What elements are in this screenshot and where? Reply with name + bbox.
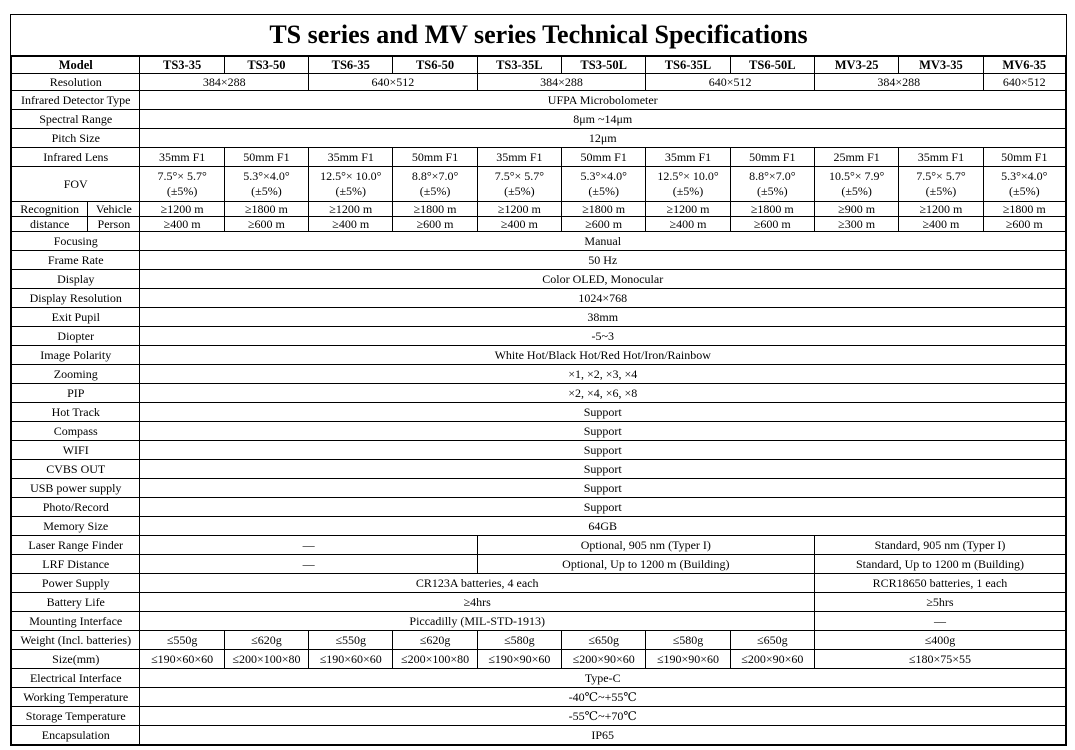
row-label: Focusing <box>12 232 140 251</box>
cell-value: -5~3 <box>140 327 1066 346</box>
table-row <box>12 422 1066 441</box>
cell-value: IP65 <box>140 726 1066 745</box>
row-label: Power Supply <box>12 574 140 593</box>
cell-value: ≤200×90×60 <box>730 650 814 669</box>
row-label: LRF Distance <box>12 555 140 574</box>
fov-value: 12.5°× 10.0° <box>320 169 382 183</box>
table-row <box>12 167 1066 202</box>
fov-cell <box>562 167 646 202</box>
page-title: TS series and MV series Technical Specifications <box>11 15 1066 56</box>
table-row <box>12 57 1066 74</box>
fov-cell <box>899 167 983 202</box>
table-row <box>12 308 1066 327</box>
fov-tolerance: (±5%) <box>504 184 535 198</box>
cell-value: ≥1800 m <box>730 202 814 217</box>
row-label: Infrared Detector Type <box>12 91 140 110</box>
model-header: MV6-35 <box>983 57 1065 74</box>
cell-value: 12μm <box>140 129 1066 148</box>
fov-value: 5.3°×4.0° <box>1001 169 1048 183</box>
cell-value: ≤200×100×80 <box>224 650 308 669</box>
cell-value: ×2, ×4, ×6, ×8 <box>140 384 1066 403</box>
cell-value: 50 Hz <box>140 251 1066 270</box>
cell-value: — <box>814 612 1065 631</box>
table-row <box>12 289 1066 308</box>
table-row <box>12 555 1066 574</box>
row-label: Working Temperature <box>12 688 140 707</box>
table-row <box>12 441 1066 460</box>
cell-value: Support <box>140 460 1066 479</box>
table-row <box>12 403 1066 422</box>
cell-value: ≥400 m <box>309 217 393 232</box>
cell-value: Optional, 905 nm (Typer I) <box>477 536 814 555</box>
table-row <box>12 536 1066 555</box>
table-row <box>12 129 1066 148</box>
cell-value: RCR18650 batteries, 1 each <box>814 574 1065 593</box>
cell-value: ≤650g <box>730 631 814 650</box>
cell-value: CR123A batteries, 4 each <box>140 574 815 593</box>
row-label: Mounting Interface <box>12 612 140 631</box>
row-label: Frame Rate <box>12 251 140 270</box>
fov-tolerance: (±5%) <box>925 184 957 198</box>
fov-tolerance: (±5%) <box>672 184 704 198</box>
cell-value: ≥1200 m <box>646 202 730 217</box>
table-row <box>12 631 1066 650</box>
fov-tolerance: (±5%) <box>1009 184 1040 198</box>
cell-value: 50mm F1 <box>562 148 646 167</box>
model-header: TS6-50 <box>393 57 477 74</box>
cell-value: 35mm F1 <box>646 148 730 167</box>
cell-value: ≥900 m <box>814 202 898 217</box>
model-header: TS3-35L <box>477 57 561 74</box>
table-row <box>12 365 1066 384</box>
table-row <box>12 593 1066 612</box>
cell-value: ≥1800 m <box>224 202 308 217</box>
row-label: FOV <box>12 167 140 202</box>
cell-value: ≥400 m <box>140 217 224 232</box>
cell-value: ≥4hrs <box>140 593 815 612</box>
model-header: TS6-35L <box>646 57 730 74</box>
cell-value: 384×288 <box>140 74 309 91</box>
row-label: Electrical Interface <box>12 669 140 688</box>
model-header: MV3-25 <box>814 57 898 74</box>
fov-value: 7.5°× 5.7° <box>494 169 545 183</box>
cell-value: Support <box>140 479 1066 498</box>
table-row <box>12 384 1066 403</box>
table-row <box>12 217 1066 232</box>
table-row <box>12 574 1066 593</box>
cell-value: ≥400 m <box>646 217 730 232</box>
cell-value: Type-C <box>140 669 1066 688</box>
row-label: Resolution <box>12 74 140 91</box>
cell-value: 50mm F1 <box>224 148 308 167</box>
table-row <box>12 460 1066 479</box>
cell-value: ≥600 m <box>393 217 477 232</box>
cell-value: Support <box>140 441 1066 460</box>
row-label: Laser Range Finder <box>12 536 140 555</box>
fov-tolerance: (±5%) <box>166 184 198 198</box>
cell-value: ≤620g <box>224 631 308 650</box>
cell-value: 35mm F1 <box>309 148 393 167</box>
cell-value: ≤190×60×60 <box>309 650 393 669</box>
fov-cell <box>983 167 1065 202</box>
fov-value: 8.8°×7.0° <box>411 169 459 183</box>
fov-cell <box>140 167 224 202</box>
cell-value: Optional, Up to 1200 m (Building) <box>477 555 814 574</box>
cell-value: ≤650g <box>562 631 646 650</box>
fov-value: 10.5°× 7.9° <box>828 169 885 183</box>
fov-tolerance: (±5%) <box>588 184 619 198</box>
table-row <box>12 612 1066 631</box>
cell-value: 35mm F1 <box>477 148 561 167</box>
cell-value: 640×512 <box>309 74 478 91</box>
table-row <box>12 74 1066 91</box>
table-row <box>12 479 1066 498</box>
fov-value: 5.3°×4.0° <box>243 169 290 183</box>
table-row <box>12 232 1066 251</box>
cell-value: ≤620g <box>393 631 477 650</box>
fov-cell <box>477 167 561 202</box>
row-label: distance <box>12 217 88 232</box>
table-row <box>12 346 1066 365</box>
cell-value: ≤190×90×60 <box>646 650 730 669</box>
cell-value: ≤190×60×60 <box>140 650 224 669</box>
row-label: Zooming <box>12 365 140 384</box>
cell-value: 1024×768 <box>140 289 1066 308</box>
cell-value: 50mm F1 <box>393 148 477 167</box>
cell-value: ≥1200 m <box>309 202 393 217</box>
table-row <box>12 669 1066 688</box>
cell-value: ≤200×90×60 <box>562 650 646 669</box>
cell-value: Color OLED, Monocular <box>140 270 1066 289</box>
cell-value: ≤400g <box>814 631 1065 650</box>
row-label: Photo/Record <box>12 498 140 517</box>
cell-value: Standard, Up to 1200 m (Building) <box>814 555 1065 574</box>
model-header: TS3-50 <box>224 57 308 74</box>
table-row <box>12 110 1066 129</box>
cell-value: 38mm <box>140 308 1066 327</box>
cell-value: 35mm F1 <box>899 148 983 167</box>
row-label: Encapsulation <box>12 726 140 745</box>
row-label: PIP <box>12 384 140 403</box>
cell-value: ≥400 m <box>477 217 561 232</box>
cell-value: 384×288 <box>814 74 983 91</box>
fov-tolerance: (±5%) <box>335 184 367 198</box>
cell-value: ≥1800 m <box>562 202 646 217</box>
cell-value: ≤550g <box>140 631 224 650</box>
table-row <box>12 251 1066 270</box>
cell-value: ≥5hrs <box>814 593 1065 612</box>
cell-value: -55℃~+70℃ <box>140 707 1066 726</box>
cell-value: ≥1800 m <box>393 202 477 217</box>
row-label: Spectral Range <box>12 110 140 129</box>
fov-value: 7.5°× 5.7° <box>157 169 207 183</box>
row-label: Memory Size <box>12 517 140 536</box>
cell-value: 8μm ~14μm <box>140 110 1066 129</box>
row-label: Recognition <box>12 202 88 217</box>
table-row <box>12 517 1066 536</box>
cell-value: Piccadilly (MIL-STD-1913) <box>140 612 815 631</box>
fov-value: 8.8°×7.0° <box>749 169 796 183</box>
cell-value: ≤580g <box>646 631 730 650</box>
row-sublabel: Vehicle <box>88 202 140 217</box>
cell-value: ×1, ×2, ×3, ×4 <box>140 365 1066 384</box>
table-row <box>12 498 1066 517</box>
table-row <box>12 148 1066 167</box>
table-row <box>12 688 1066 707</box>
row-label: Compass <box>12 422 140 441</box>
table-row <box>12 327 1066 346</box>
table-row <box>12 650 1066 669</box>
cell-value: ≥1200 m <box>899 202 983 217</box>
row-label: Size(mm) <box>12 650 140 669</box>
fov-tolerance: (±5%) <box>251 184 282 198</box>
cell-value: — <box>140 536 477 555</box>
cell-value: 384×288 <box>477 74 646 91</box>
cell-value: 50mm F1 <box>730 148 814 167</box>
row-label: Pitch Size <box>12 129 140 148</box>
model-header: TS3-50L <box>562 57 646 74</box>
cell-value: ≤550g <box>309 631 393 650</box>
fov-cell <box>646 167 730 202</box>
row-label: USB power supply <box>12 479 140 498</box>
cell-value: 50mm F1 <box>983 148 1065 167</box>
table-row <box>12 202 1066 217</box>
cell-value: ≥1200 m <box>477 202 561 217</box>
fov-cell <box>814 167 898 202</box>
row-label: Image Polarity <box>12 346 140 365</box>
cell-value: 64GB <box>140 517 1066 536</box>
cell-value: Manual <box>140 232 1066 251</box>
cell-value: -40℃~+55℃ <box>140 688 1066 707</box>
row-label: Display <box>12 270 140 289</box>
cell-value: ≤190×90×60 <box>477 650 561 669</box>
table-row <box>12 91 1066 110</box>
fov-cell <box>730 167 814 202</box>
table-row <box>12 707 1066 726</box>
fov-cell <box>224 167 308 202</box>
cell-value: Support <box>140 403 1066 422</box>
row-label: Display Resolution <box>12 289 140 308</box>
fov-value: 12.5°× 10.0° <box>657 169 719 183</box>
cell-value: Support <box>140 422 1066 441</box>
row-label: Exit Pupil <box>12 308 140 327</box>
spec-sheet <box>10 14 1067 746</box>
model-header: MV3-35 <box>899 57 983 74</box>
cell-value: ≥600 m <box>562 217 646 232</box>
row-label: Weight (Incl. batteries) <box>12 631 140 650</box>
table-row <box>12 270 1066 289</box>
fov-value: 7.5°× 5.7° <box>916 169 966 183</box>
cell-value: ≥400 m <box>899 217 983 232</box>
cell-value: 640×512 <box>983 74 1065 91</box>
cell-value: ≥1200 m <box>140 202 224 217</box>
cell-value: — <box>140 555 477 574</box>
cell-value: ≤200×100×80 <box>393 650 477 669</box>
cell-value: ≥300 m <box>814 217 898 232</box>
row-label: Hot Track <box>12 403 140 422</box>
cell-value: ≥600 m <box>730 217 814 232</box>
spec-table <box>11 56 1066 745</box>
fov-tolerance: (±5%) <box>757 184 788 198</box>
cell-value: ≥600 m <box>224 217 308 232</box>
cell-value: Standard, 905 nm (Typer I) <box>814 536 1065 555</box>
row-label: Storage Temperature <box>12 707 140 726</box>
table-row <box>12 726 1066 745</box>
row-label: Model <box>12 57 140 74</box>
fov-cell <box>309 167 393 202</box>
cell-value: UFPA Microbolometer <box>140 91 1066 110</box>
row-label: CVBS OUT <box>12 460 140 479</box>
row-label: Battery Life <box>12 593 140 612</box>
fov-value: 5.3°×4.0° <box>580 169 627 183</box>
cell-value: ≥1800 m <box>983 202 1065 217</box>
row-label: Infrared Lens <box>12 148 140 167</box>
cell-value: 640×512 <box>646 74 815 91</box>
cell-value: Support <box>140 498 1066 517</box>
cell-value: ≤180×75×55 <box>814 650 1065 669</box>
row-sublabel: Person <box>88 217 140 232</box>
fov-cell <box>393 167 477 202</box>
cell-value: ≤580g <box>477 631 561 650</box>
row-label: WIFI <box>12 441 140 460</box>
fov-tolerance: (±5%) <box>841 184 872 198</box>
fov-tolerance: (±5%) <box>419 184 451 198</box>
cell-value: 25mm F1 <box>814 148 898 167</box>
model-header: TS6-35 <box>309 57 393 74</box>
cell-value: White Hot/Black Hot/Red Hot/Iron/Rainbow <box>140 346 1066 365</box>
model-header: TS3-35 <box>140 57 224 74</box>
model-header: TS6-50L <box>730 57 814 74</box>
cell-value: ≥600 m <box>983 217 1065 232</box>
row-label: Diopter <box>12 327 140 346</box>
cell-value: 35mm F1 <box>140 148 224 167</box>
